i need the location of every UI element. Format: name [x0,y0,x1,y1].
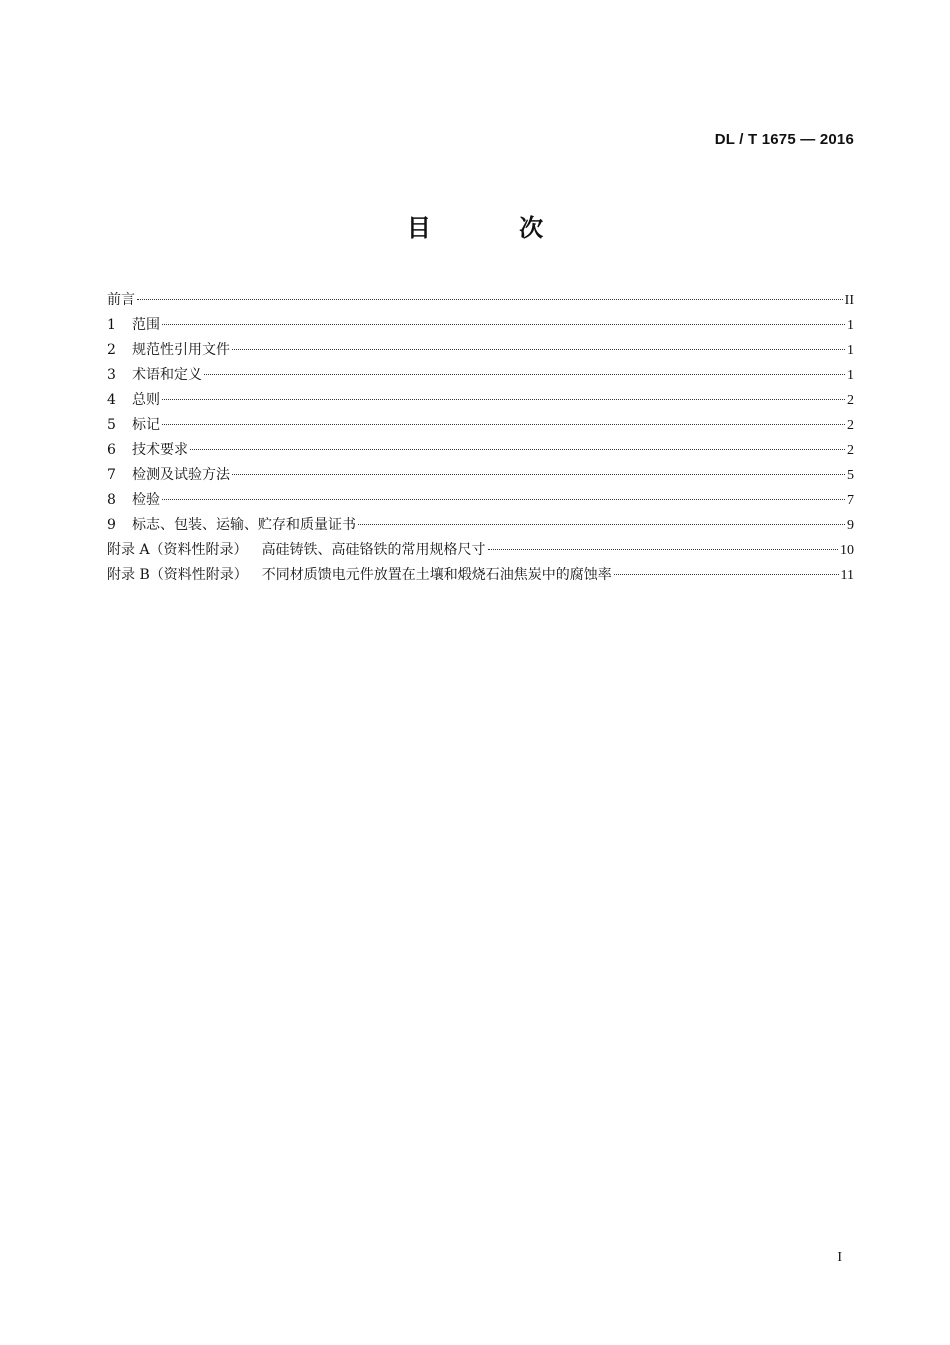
toc-entry-label: 检验 [132,492,160,508]
toc-entry-7[interactable] [107,463,854,488]
dot-leader [488,549,838,550]
toc-entry-2[interactable] [107,338,854,363]
toc-entry-label: 技术要求 [132,442,188,458]
dot-leader [137,299,843,300]
toc-entry-appendix-a[interactable] [107,538,854,563]
page-number: I [837,1250,842,1265]
toc-entry-number: 7 [107,467,116,483]
toc-entry-prefix: 附录 A（资料性附录） [107,542,248,558]
toc-entry-page: II [844,293,854,308]
toc-entry-label: 规范性引用文件 [132,342,230,358]
toc-entry-page: 10 [840,543,854,558]
toc-entry-label: 总则 [132,392,160,408]
dot-leader [358,524,845,525]
toc-entry-appendix-b[interactable] [107,563,854,588]
toc-entry-number: 2 [107,342,116,358]
toc-entry-label: 标志、包装、运输、贮存和质量证书 [132,517,356,533]
dot-leader [232,474,845,475]
toc-entry-page: 11 [840,568,854,583]
toc-entry-9[interactable] [107,513,854,538]
toc-entry-page: 1 [847,318,854,333]
toc-entry-page: 2 [847,443,854,458]
toc-entry-page: 1 [847,368,854,383]
toc-entry-foreword[interactable] [107,288,854,313]
toc-entry-number: 3 [107,367,116,383]
document-code: DL / T 1675 — 2016 [714,131,854,148]
page-title: 目 次 [406,214,584,242]
toc-entry-1[interactable] [107,313,854,338]
toc-entry-3[interactable] [107,363,854,388]
dot-leader [162,324,845,325]
toc-entry-label: 术语和定义 [132,367,202,383]
toc-entry-prefix: 附录 B（资料性附录） [107,567,248,583]
toc-entry-page: 7 [847,493,854,508]
toc-entry-number: 1 [107,317,116,333]
dot-leader [162,499,845,500]
dot-leader [162,424,845,425]
toc-entry-6[interactable] [107,438,854,463]
table-of-contents [107,288,854,588]
toc-entry-number: 5 [107,417,116,433]
toc-entry-page: 5 [847,468,854,483]
toc-entry-5[interactable] [107,413,854,438]
dot-leader [204,374,845,375]
toc-entry-label: 范围 [132,317,160,333]
toc-entry-number: 8 [107,492,116,508]
toc-entry-8[interactable] [107,488,854,513]
toc-entry-label: 不同材质馈电元件放置在土壤和煅烧石油焦炭中的腐蚀率 [261,567,612,583]
toc-entry-label: 检测及试验方法 [132,467,230,483]
toc-entry-4[interactable] [107,388,854,413]
toc-entry-page: 1 [847,343,854,358]
toc-entry-label: 前言 [107,292,135,308]
toc-entry-label: 标记 [132,417,160,433]
toc-entry-label: 高硅铸铁、高硅铬铁的常用规格尺寸 [261,542,486,558]
dot-leader [190,449,845,450]
toc-entry-number: 9 [107,517,116,533]
toc-entry-page: 2 [847,418,854,433]
toc-entry-number: 4 [107,392,116,408]
toc-entry-number: 6 [107,442,116,458]
dot-leader [232,349,845,350]
dot-leader [162,399,845,400]
dot-leader [614,574,839,575]
toc-entry-page: 2 [847,393,854,408]
toc-entry-page: 9 [847,518,854,533]
